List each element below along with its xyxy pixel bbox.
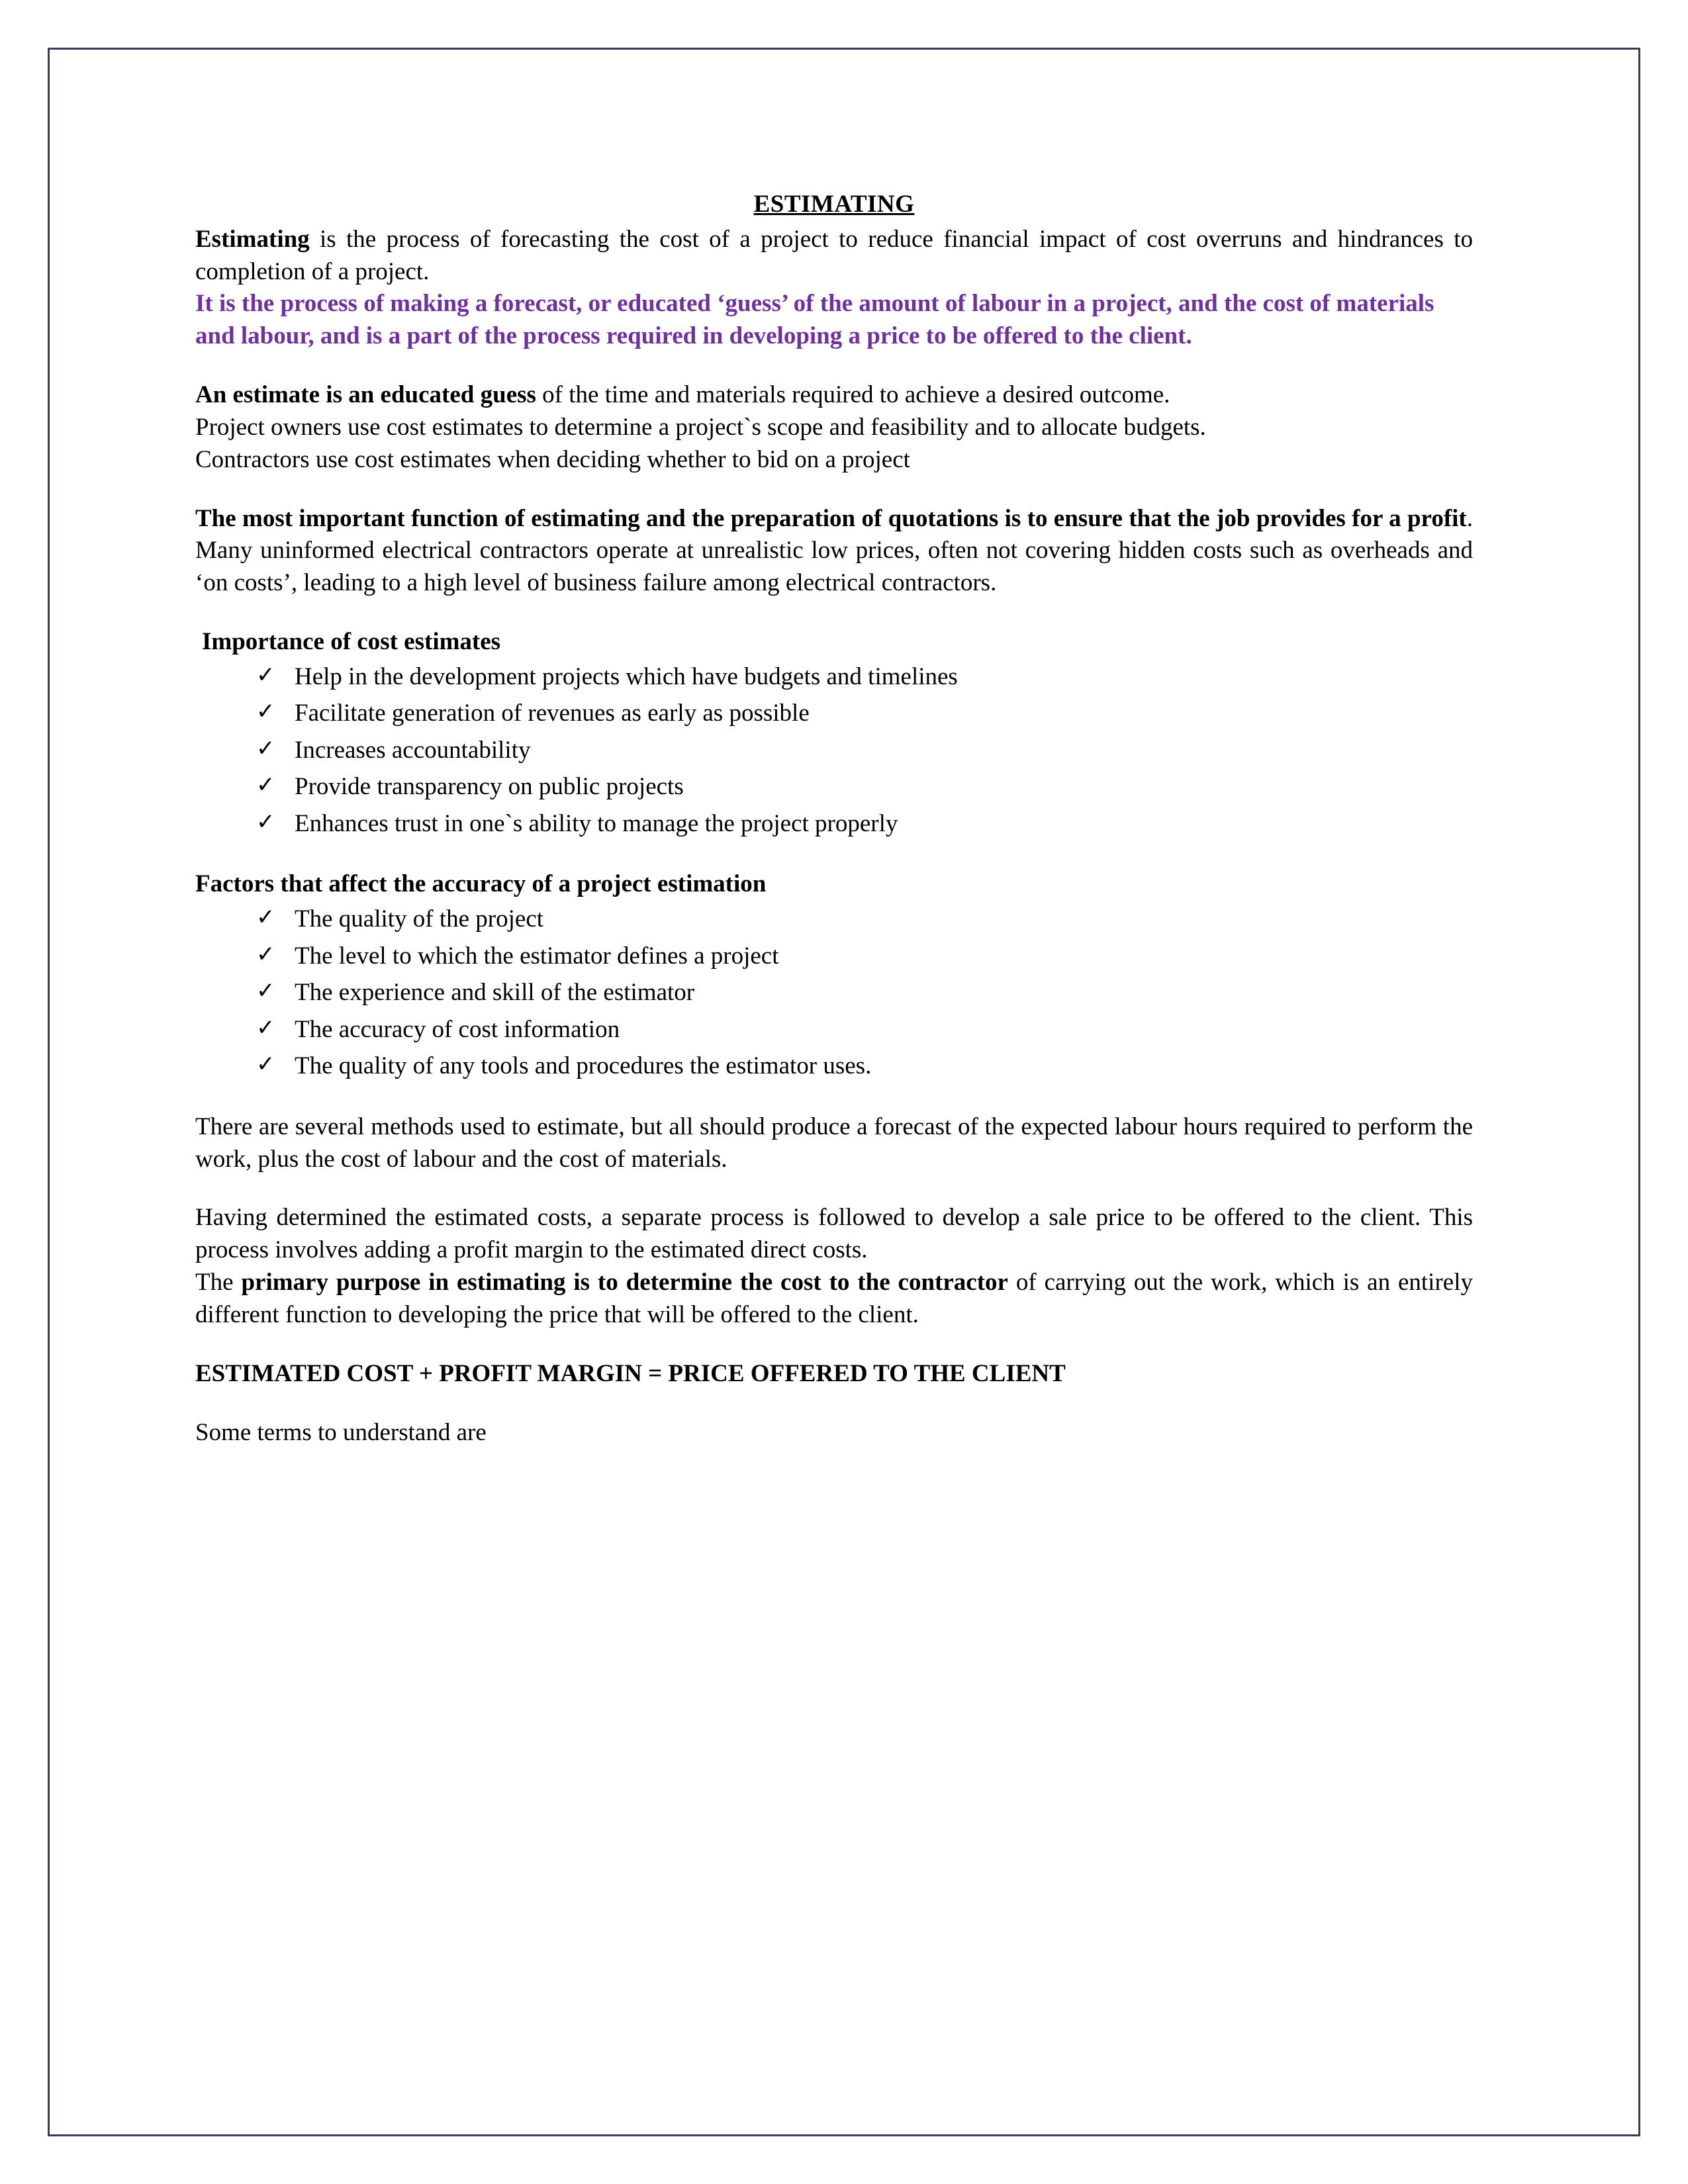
list-item [256, 1048, 1473, 1085]
list-importance-of-cost-estimates [195, 659, 1473, 842]
heading-factors-accuracy: Factors that affect the accuracy of a project estimation [195, 870, 767, 898]
heading-importance-of-cost-estimates: Importance of cost estimates [202, 628, 501, 656]
check-icon: ✓ [256, 698, 275, 725]
list-item-label: The level to which the estimator defines a project [295, 942, 779, 970]
list-item-label: Enhances trust in one`s ability to manage the project properly [295, 809, 898, 837]
paragraph-most-important-function-text: . Many uninformed electrical contractors operate at unrealistic low prices, often not covering hidden costs such as overheads and ‘on costs’, leading to a high level of business failure among electrical contractors. [195, 504, 1473, 597]
paragraph-primary-purpose [195, 1267, 1473, 1332]
check-icon: ✓ [256, 808, 275, 835]
check-icon: ✓ [256, 1051, 275, 1078]
term-most-important-function: The most important function of estimating and the preparation of quotations is to ensure that the job provides for a profit [195, 504, 1467, 532]
list-item-label: Facilitate generation of revenues as early as possible [295, 700, 810, 727]
list-item [256, 732, 1473, 769]
list-item-label: The quality of any tools and procedures the estimator uses. [295, 1052, 872, 1080]
list-item [256, 1011, 1473, 1048]
paragraph-most-important-function [195, 503, 1473, 600]
term-primary-purpose: primary purpose in estimating is to determine the cost to the contractor [241, 1269, 1008, 1297]
paragraph-sale-price: Having determined the estimated costs, a separate process is followed to develop a sale price to be offered to the client. This process involves adding a profit margin to the estimated direct costs. [195, 1204, 1473, 1264]
list-item-label: Increases accountability [295, 736, 531, 764]
list-item [256, 901, 1473, 938]
term-educated-guess: An estimate is an educated guess [195, 381, 536, 409]
paragraph-some-terms: Some terms to understand are [195, 1418, 487, 1446]
document-content [195, 189, 1473, 1449]
paragraph-methods: There are several methods used to estimate, but all should produce a forecast of the expected labour hours required to perform the work, plus the cost of labour and the cost of materials. [195, 1113, 1473, 1173]
paragraph-project-owners: Project owners use cost estimates to determine a project`s scope and feasibility and to allocate budgets. [195, 413, 1206, 441]
list-item-label: The experience and skill of the estimator [295, 979, 695, 1007]
paragraph-primary-purpose-text: of carrying out the work, which is an entirely different function to developing the price that will be offered to the client. [195, 1269, 1473, 1328]
paragraph-primary-purpose-pre: The [195, 1269, 242, 1297]
check-icon: ✓ [256, 1014, 275, 1041]
page-title: ESTIMATING [753, 191, 915, 218]
list-item [256, 805, 1473, 842]
paragraph-definition [195, 224, 1473, 289]
list-item [256, 768, 1473, 805]
check-icon: ✓ [256, 735, 275, 762]
check-icon: ✓ [256, 940, 275, 968]
paragraph-definition-text: is the process of forecasting the cost of a project to reduce financial impact of cost overruns and hindrances to completion of a project. [195, 225, 1473, 285]
list-item-label: The quality of the project [295, 905, 544, 933]
list-item-label: The accuracy of cost information [295, 1015, 620, 1043]
list-item [256, 938, 1473, 975]
list-item [256, 695, 1473, 732]
list-item-label: Help in the development projects which have budgets and timelines [295, 662, 958, 690]
list-item-label: Provide transparency on public projects [295, 773, 684, 801]
check-icon: ✓ [256, 661, 275, 688]
check-icon: ✓ [256, 904, 275, 931]
list-item [256, 659, 1473, 696]
check-icon: ✓ [256, 772, 275, 799]
list-factors-accuracy [195, 901, 1473, 1085]
list-item [256, 974, 1473, 1011]
paragraph-educated-guess-text: of the time and materials required to achieve a desired outcome. [536, 381, 1170, 409]
paragraph-process-purple: It is the process of making a forecast, or educated ‘guess’ of the amount of labour in a project, and the cost of materials and labour, and is a part of the process required in developing a price to be offered to the client. [195, 290, 1434, 350]
check-icon: ✓ [256, 978, 275, 1005]
term-estimating: Estimating [195, 225, 310, 253]
paragraph-educated-guess [195, 379, 1473, 412]
paragraph-contractors: Contractors use cost estimates when deciding whether to bid on a project [195, 445, 910, 473]
formula-line: ESTIMATED COST + PROFIT MARGIN = PRICE OFFERED TO THE CLIENT [195, 1359, 1066, 1387]
